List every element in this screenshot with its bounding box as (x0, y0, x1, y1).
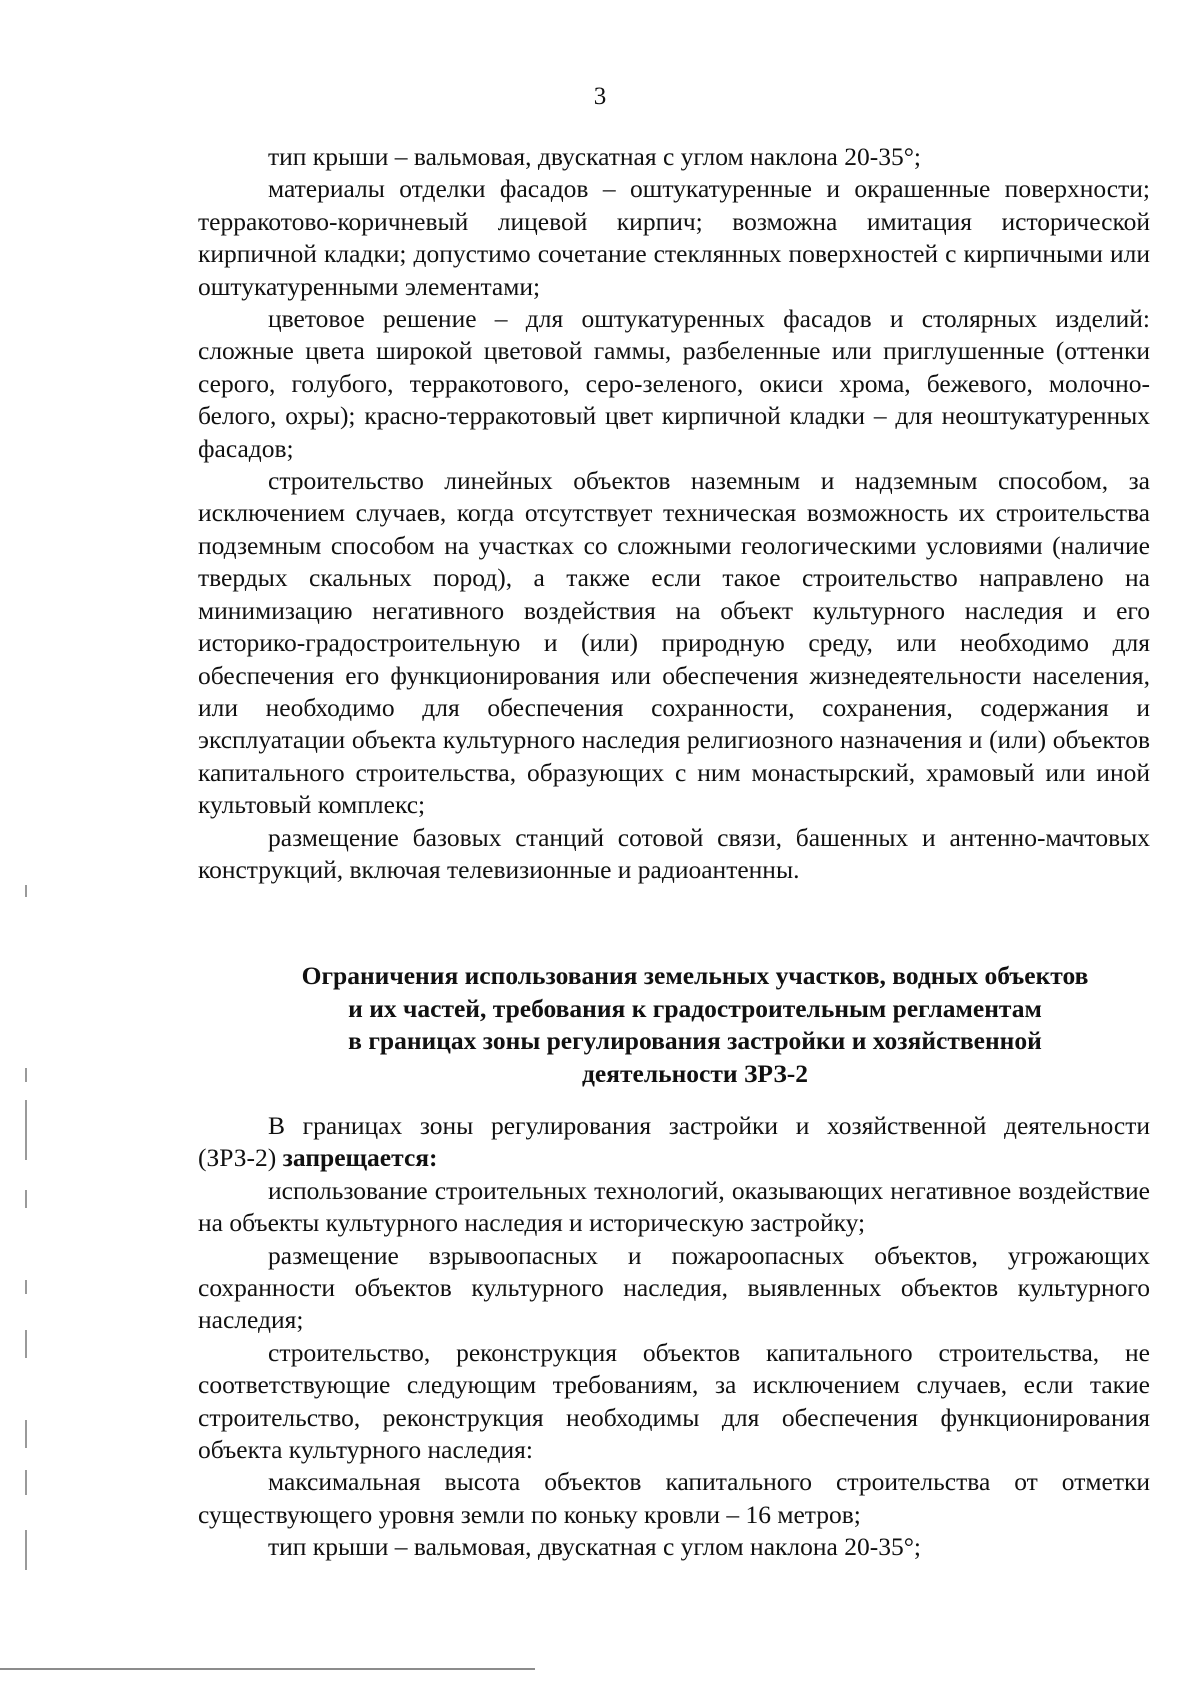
scan-artifact (25, 1420, 27, 1448)
section-heading (198, 960, 1150, 1090)
paragraph-intro (198, 1110, 1150, 1175)
paragraph-roof-type-2: тип крыши – вальмовая, двускатная с углом наклона 20-35°; (268, 1532, 921, 1562)
paragraph-linear-objects: строительство линейных объектов наземным и надземным способом, за исключением случаев, когда отсутствует техническая возможность их строительства подземным способом на участках со сложными геологическими условиями (наличие твердых скальных пород), а также если такое строительство направлено на минимизацию негативного воздействия на объект культурного наследия и его историко-градостроительную и (или) природную среду, или необходимо для обеспечения его функционирования или обеспечения жизнедеятельности населения, или необходимо для обеспечения сохранности, сохранения, содержания и эксплуатации объекта культурного наследия религиозного назначения и (или) объектов капитального строительства, образующих с ним монастырский, храмовый или иной культовый комплекс; (198, 466, 1150, 820)
paragraph-max-height: максимальная высота объектов капитального строительства от отметки существующего уровня земли по коньку кровли – 16 метров; (198, 1467, 1150, 1529)
paragraph-hazardous-objects: размещение взрывоопасных и пожароопасных объектов, угрожающих сохранности объектов культурного наследия, выявленных объектов культурного наследия; (198, 1240, 1150, 1335)
scan-artifact (25, 1100, 27, 1160)
scan-artifact (25, 1330, 27, 1358)
heading-line: деятельности ЗРЗ-2 (581, 1058, 809, 1088)
heading-line: в границах зоны регулирования застройки и хозяйственной (348, 1026, 1042, 1056)
intro-emphasis: запрещается: (282, 1143, 438, 1173)
heading-line: и их частей, требования к градостроительным регламентам (348, 993, 1042, 1023)
scan-bottom-line (0, 1668, 535, 1670)
paragraph-roof-type: тип крыши – вальмовая, двускатная с углом наклона 20-35°; (268, 142, 921, 171)
paragraph-cellular-stations: размещение базовых станций сотовой связи, башенных и антенно-мачтовых конструкций, включая телевизионные и радиоантенны. (198, 822, 1150, 884)
paragraph-construction-requirements: строительство, реконструкция объектов капитального строительства, не соответствующие следующим требованиям, за исключением случаев, если такие строительство, реконструкция необходимы для обеспечения функционирования объекта культурного наследия: (198, 1337, 1150, 1465)
heading-line: Ограничения использования земельных участков, водных объектов (301, 961, 1089, 991)
document-body (198, 141, 1150, 1564)
scan-artifact (25, 1530, 27, 1570)
scan-artifact (25, 885, 27, 897)
scan-artifact (25, 1190, 27, 1208)
paragraph-color-scheme: цветовое решение – для оштукатуренных фасадов и столярных изделий: сложные цвета широкой цветовой гаммы, разбеленные или приглушенные (оттенки серого, голубого, терракотового, серо-зеленого, окиси хрома, бежевого, молочно-белого, охры); красно-терракотовый цвет кирпичной кладки – для неоштукатуренных фасадов; (198, 304, 1150, 463)
scan-artifact (25, 1280, 27, 1294)
paragraph-construction-tech: использование строительных технологий, оказывающих негативное воздействие на объекты культурного наследия и историческую застройку; (198, 1175, 1150, 1238)
scan-artifact (25, 1470, 27, 1495)
page-number: 3 (593, 83, 607, 110)
paragraph-facade-materials: материалы отделки фасадов – оштукатуренные и окрашенные поверхности; терракотово-коричневый лицевой кирпич; возможна имитация исторической кирпичной кладки; допустимо сочетание стеклянных поверхностей с кирпичными или оштукатуренными элементами; (198, 174, 1150, 301)
scan-artifact (25, 1068, 27, 1082)
intro-text: В границах зоны регулирования застройки и хозяйственной деятельности (ЗРЗ-2) (198, 1110, 1150, 1173)
spacer (198, 1090, 1150, 1110)
